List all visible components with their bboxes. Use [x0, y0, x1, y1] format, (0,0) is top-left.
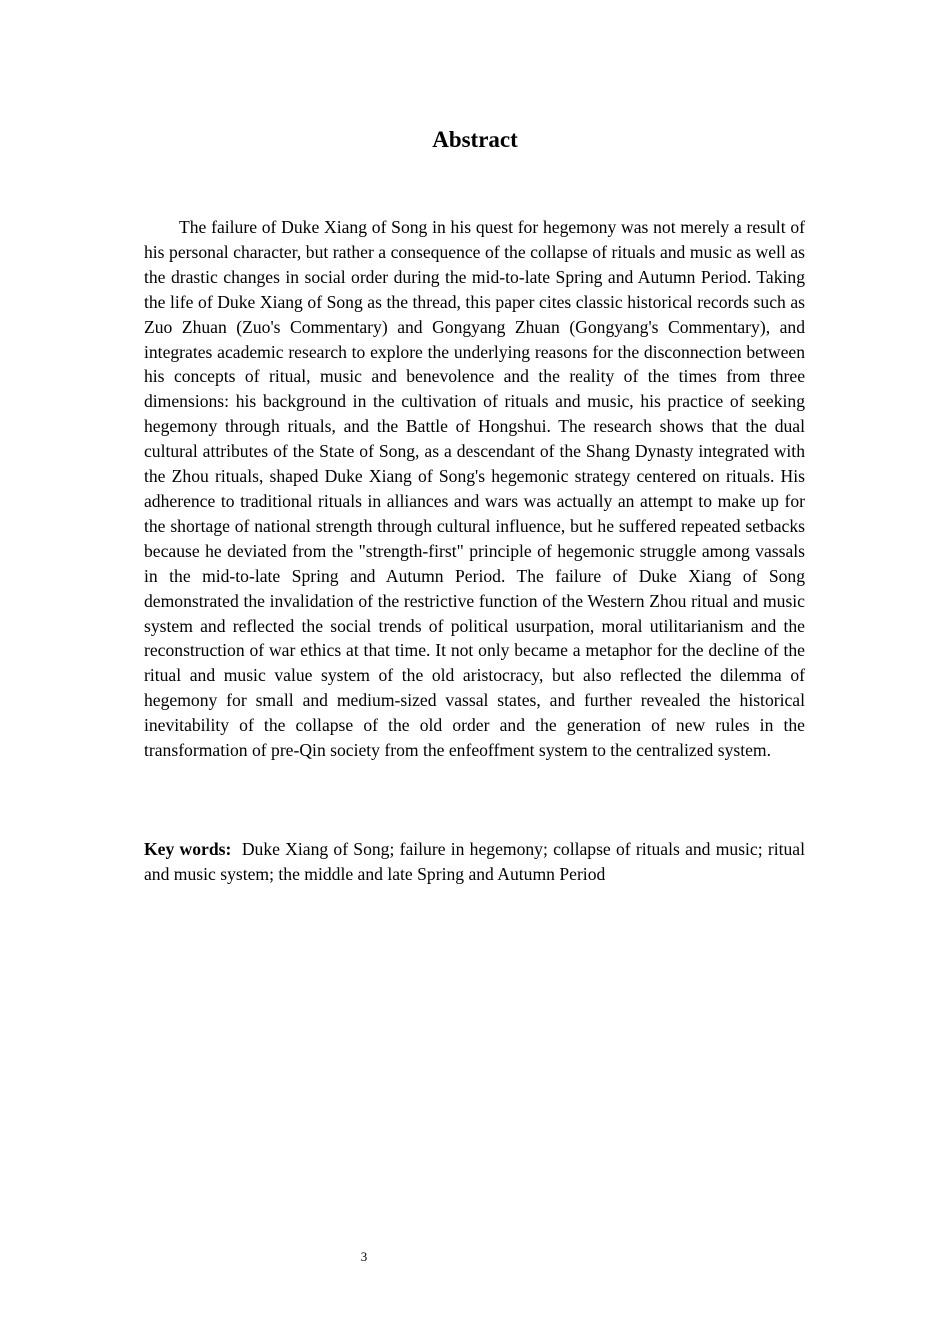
abstract-body: The failure of Duke Xiang of Song in his quest for hegemony was not merely a result of his personal character, but rather a consequence of the collapse of rituals and music as well as the drastic changes in social order during the mid-to-late Spring and Autumn Period. Taking the life of Duke Xiang of Song as the thread, this paper cites classic historical records such as Zuo Zhuan (Zuo's Commentary) and Gongyang Zhuan (Gongyang's Commentary), and integrates academic research to explore the underlying reasons for the disconnection between his concepts of ritual, music and benevolence and the reality of the times from three dimensions: his background in the cultivation of rituals and music, his practice of seeking hegemony through rituals, and the Battle of Hongshui. The research shows that the dual cultural attributes of the State of Song, as a descendant of the Shang Dynasty integrated with the Zhou rituals, shaped Duke Xiang of Song's hegemonic strategy centered on rituals. His adherence to traditional rituals in alliances and wars was actually an attempt to make up for the shortage of national strength through cultural influence, but he suffered repeated setbacks because he deviated from the "strength-first" principle of hegemonic struggle among vassals in the mid-to-late Spring and Autumn Period. The failure of Duke Xiang of Song demonstrated the invalidation of the restrictive function of the Western Zhou ritual and music system and reflected the social trends of political usurpation, moral utilitarianism and the reconstruction of war ethics at that time. It not only became a metaphor for the decline of the ritual and music value system of the old aristocracy, but also reflected the dilemma of hegemony for small and medium-sized vassal states, and further revealed the historical inevitability of the collapse of the old order and the generation of new rules in the transformation of pre-Qin society from the enfeoffment system to the centralized system.	[144, 217, 805, 761]
page-number: 3	[360, 1249, 368, 1264]
keywords-text: Duke Xiang of Song; failure in hegemony; collapse of rituals and music; ritual and music system; the middle and late Spring and Autumn Period	[144, 839, 805, 884]
keywords-label: Key words:	[144, 839, 232, 859]
keywords-paragraph	[144, 837, 805, 887]
abstract-title: Abstract	[432, 127, 518, 152]
